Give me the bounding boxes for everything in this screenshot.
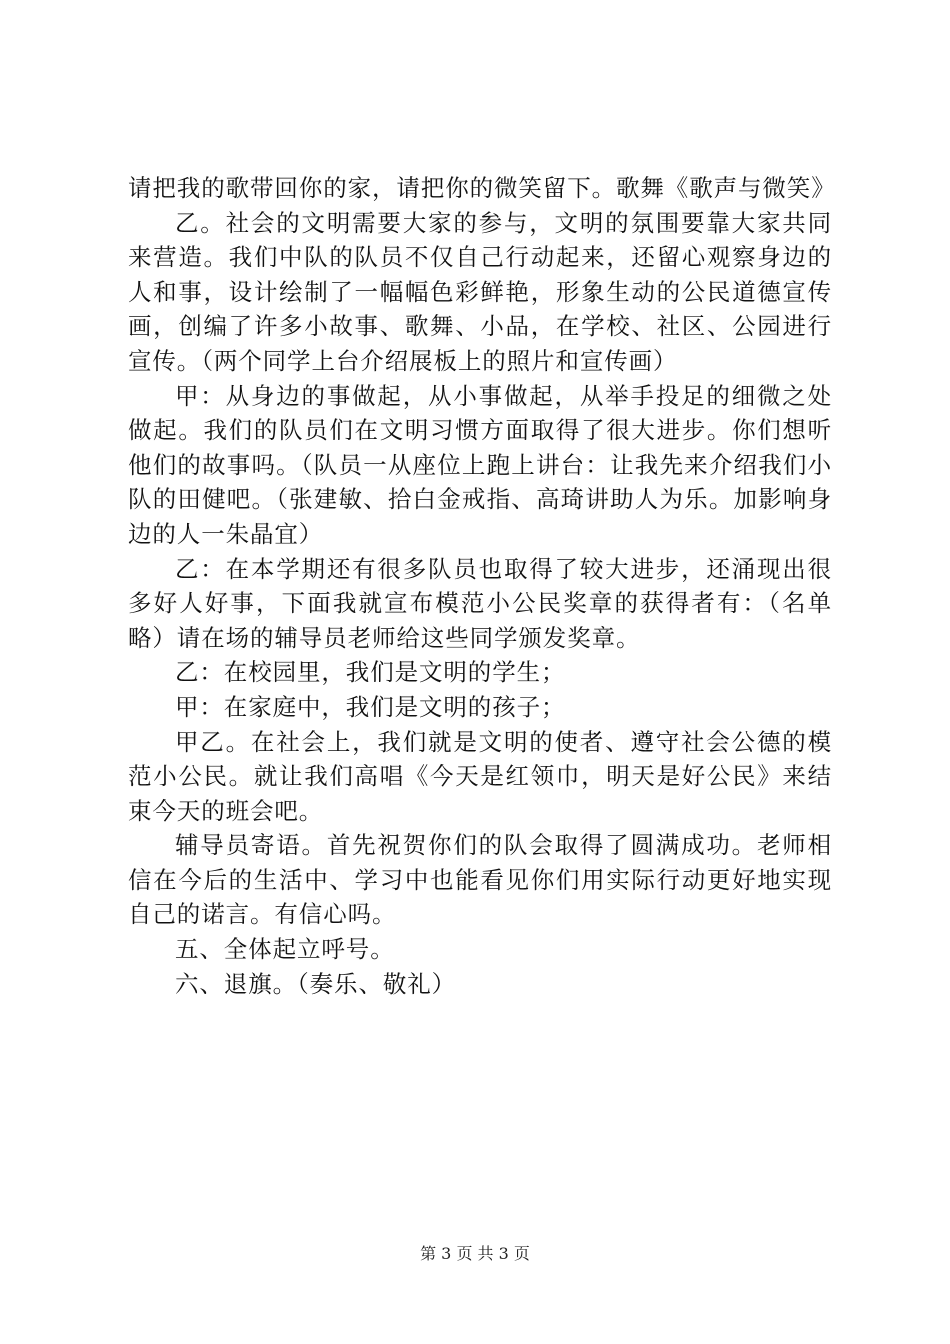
paragraph: 甲：从身边的事做起，从小事做起，从举手投足的细微之处做起。我们的队员们在文明习惯方面取得了很大进步。你们想听他们的故事吗。（队员一从座位上跑上讲台：让我先来介绍我们小队的田健吧。（张建敏、拾白金戒指、高琦讲助人为乐。加影响身边的人一朱晶宜）	[128, 381, 832, 548]
paragraph: 乙。社会的文明需要大家的参与，文明的氛围要靠大家共同来营造。我们中队的队员不仅自己行动起来，还留心观察身边的人和事，设计绘制了一幅幅色彩鲜艳，形象生动的公民道德宣传画，创编了许多小故事、歌舞、小品，在学校、社区、公园进行宣传。（两个同学上台介绍展板上的照片和宣传画）	[128, 208, 832, 375]
page-footer: 第 3 页 共 3 页	[420, 1244, 530, 1263]
paragraph: 辅导员寄语。首先祝贺你们的队会取得了圆满成功。老师相信在今后的生活中、学习中也能看见你们用实际行动更好地实现自己的诺言。有信心吗。	[128, 831, 832, 929]
paragraph: 六、退旗。（奏乐、敬礼）	[175, 969, 457, 998]
paragraph: 五、全体起立呼号。	[175, 935, 395, 964]
document-body	[128, 171, 836, 1001]
paragraph: 甲乙。在社会上，我们就是文明的使者、遵守社会公德的模范小公民。就让我们高唱《今天是红领巾，明天是好公民》来结束今天的班会吧。	[128, 727, 832, 825]
paragraph: 甲：在家庭中，我们是文明的孩子；	[175, 692, 566, 721]
paragraph: 乙：在校园里，我们是文明的学生；	[175, 658, 566, 687]
paragraph: 请把我的歌带回你的家，请把你的微笑留下。歌舞《歌声与微笑》	[128, 174, 836, 202]
paragraph: 乙：在本学期还有很多队员也取得了较大进步，还涌现出很多好人好事，下面我就宣布模范小公民奖章的获得者有：（名单略）请在场的辅导员老师给这些同学颁发奖章。	[128, 554, 832, 652]
